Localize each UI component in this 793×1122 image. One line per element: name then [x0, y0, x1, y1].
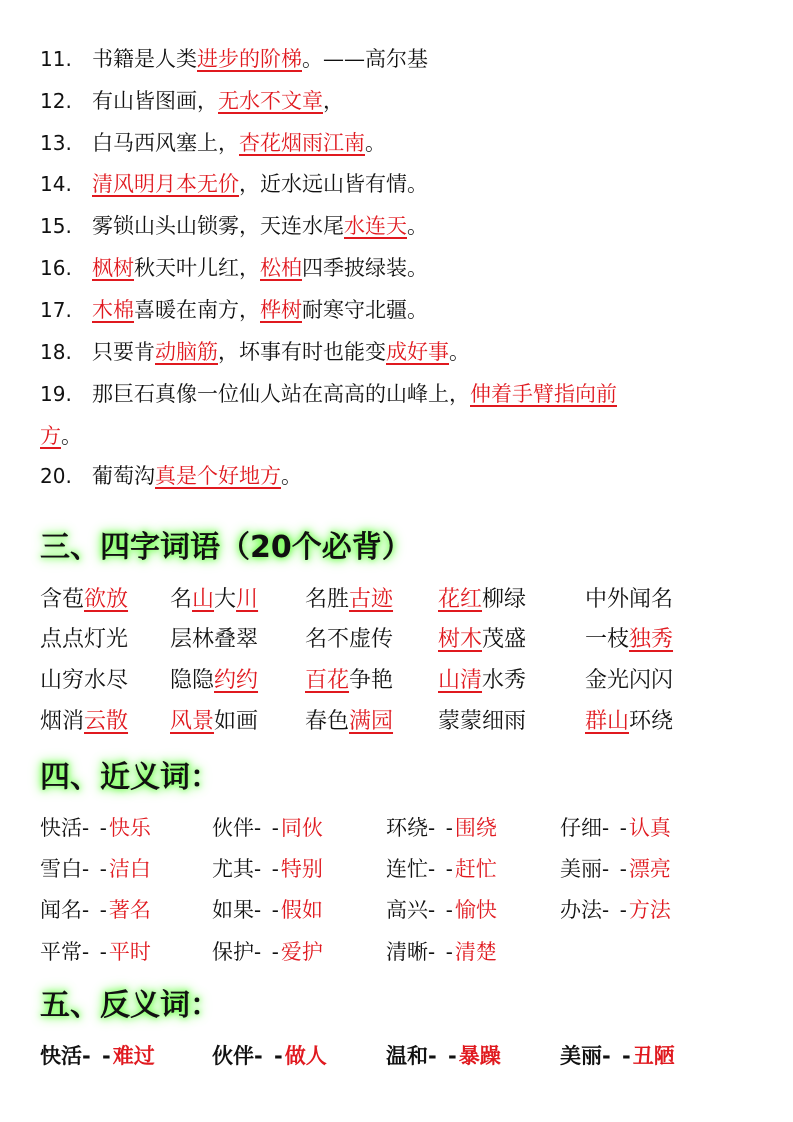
sentence-text: 那巨石真像一位仙人站在高高的山峰上， — [92, 382, 470, 406]
word-cell — [305, 702, 393, 742]
word-text: 名 — [170, 587, 193, 612]
synonym-pair — [212, 808, 323, 848]
synonym-answer: 假如 — [280, 898, 323, 922]
answer-text: 树木 — [438, 627, 483, 652]
pair-separator: - - — [254, 940, 281, 964]
sentence-text: ，近水远山皆有情。 — [239, 172, 428, 196]
pair-separator: - - — [602, 898, 629, 922]
word-cell — [40, 620, 128, 660]
sentence-text: 耐寒守北疆。 — [302, 298, 428, 322]
sentence-line — [40, 289, 773, 331]
synonym-pair — [40, 808, 151, 848]
antonym-word: 温和 — [386, 1044, 428, 1068]
synonym-answer: 特别 — [280, 857, 323, 881]
sentence-line — [40, 80, 773, 122]
synonym-answer: 愉快 — [454, 898, 497, 922]
pair-separator: - - — [82, 940, 109, 964]
pair-separator: - - — [428, 816, 455, 840]
synonym-pair — [386, 890, 497, 930]
synonym-word: 清晰 — [386, 940, 428, 964]
sentence-number: 18. — [40, 340, 72, 364]
pair-separator: - - — [254, 816, 281, 840]
synonym-answer: 快乐 — [108, 816, 151, 840]
synonym-answer: 清楚 — [454, 940, 497, 964]
pair-separator: - - — [254, 898, 281, 922]
answer-text: 成好事 — [386, 340, 449, 364]
antonym-pair — [386, 1036, 501, 1076]
word-cell — [585, 702, 673, 742]
answer-text: 花红 — [438, 587, 483, 612]
word-text: 如画 — [214, 709, 259, 734]
word-cell — [40, 702, 128, 742]
sentence-text: 。 — [449, 340, 470, 364]
word-text: 层林叠翠 — [170, 627, 259, 652]
sentence-line — [40, 38, 773, 80]
word-text: 水秀 — [482, 668, 527, 693]
answer-text: 满园 — [349, 709, 394, 734]
antonym-word: 美丽 — [560, 1044, 602, 1068]
sentence-number: 17. — [40, 298, 72, 322]
synonym-answer: 方法 — [628, 898, 671, 922]
sentence-text: 。 — [281, 464, 302, 488]
section5-heading: 五、反义词： — [40, 988, 220, 1023]
antonym-word: 伙伴 — [212, 1044, 254, 1068]
sentence-text: 葡萄沟 — [92, 464, 155, 488]
answer-text: 山清 — [438, 668, 483, 693]
word-cell — [170, 620, 258, 660]
word-text: 山穷水尽 — [40, 668, 129, 693]
answer-text: 百花 — [305, 668, 350, 693]
synonym-word: 快活 — [40, 816, 82, 840]
sentence-text: ，坏事有时也能变 — [218, 340, 386, 364]
synonym-pair — [560, 808, 671, 848]
answer-text: 欲放 — [84, 587, 129, 612]
answer-text: 木棉 — [92, 298, 134, 322]
word-text: 茂盛 — [482, 627, 527, 652]
word-cell — [585, 620, 673, 660]
answer-text: 约约 — [214, 668, 259, 693]
answer-text: 水连天 — [344, 214, 407, 238]
word-cell — [585, 580, 673, 620]
synonym-answer: 漂亮 — [628, 857, 671, 881]
word-text: 金光闪闪 — [585, 668, 674, 693]
synonym-word: 尤其 — [212, 857, 254, 881]
antonym-pair — [560, 1036, 675, 1076]
sentence-number: 13. — [40, 131, 72, 155]
sentence-line — [40, 205, 773, 247]
sentence-text: 白马西风塞上， — [92, 131, 239, 155]
answer-text: 独秀 — [629, 627, 674, 652]
sentence-text: 书籍是人类 — [92, 47, 197, 71]
word-cell — [438, 620, 526, 660]
antonym-answer: 做人 — [284, 1044, 327, 1068]
word-text: 柳绿 — [482, 587, 527, 612]
sentence-number: 16. — [40, 256, 72, 280]
sentence-text: 只要肯 — [92, 340, 155, 364]
pair-separator: - - — [428, 940, 455, 964]
word-cell — [305, 620, 393, 660]
word-text: 春色 — [305, 709, 350, 734]
synonym-answer: 赶忙 — [454, 857, 497, 881]
answer-text: 桦树 — [260, 298, 302, 322]
word-cell — [40, 661, 128, 701]
sentence-text: 。——高尔基 — [302, 47, 428, 71]
synonym-pair — [40, 890, 151, 930]
word-cell — [305, 661, 393, 701]
answer-text: 无水不文章 — [218, 89, 323, 113]
synonym-word: 如果 — [212, 898, 254, 922]
antonym-answer: 难过 — [112, 1044, 155, 1068]
word-text: 蒙蒙细雨 — [438, 709, 527, 734]
synonym-pair — [386, 849, 497, 889]
word-text: 一枝 — [585, 627, 630, 652]
word-text: 争艳 — [349, 668, 394, 693]
synonym-pair — [212, 932, 323, 972]
word-cell — [585, 661, 673, 701]
answer-text: 动脑筋 — [155, 340, 218, 364]
synonym-answer: 著名 — [108, 898, 151, 922]
pair-separator: - - — [82, 857, 109, 881]
answer-text: 进步的阶梯 — [197, 47, 302, 71]
pair-separator: - - — [82, 1044, 113, 1068]
antonym-pair — [212, 1036, 327, 1076]
synonym-word: 闻名 — [40, 898, 82, 922]
synonym-answer: 认真 — [628, 816, 671, 840]
sentence-line — [40, 163, 773, 205]
pair-separator: - - — [82, 816, 109, 840]
synonym-word: 高兴 — [386, 898, 428, 922]
antonym-pair — [40, 1036, 155, 1076]
sentence-line — [40, 247, 773, 289]
sentence-text: 。 — [407, 214, 428, 238]
pair-separator: - - — [602, 857, 629, 881]
synonym-answer: 平时 — [108, 940, 151, 964]
word-text: 隐隐 — [170, 668, 215, 693]
synonym-word: 保护 — [212, 940, 254, 964]
sentence-text: 喜暖在南方， — [134, 298, 260, 322]
answer-text: 风景 — [170, 709, 215, 734]
word-text: 名不虚传 — [305, 627, 394, 652]
synonym-pair — [212, 890, 323, 930]
answer-text: 古迹 — [349, 587, 394, 612]
sentence-number: 19. — [40, 382, 72, 406]
pair-separator: - - — [82, 898, 109, 922]
sentence-text: ， — [323, 89, 344, 113]
word-text: 名胜 — [305, 587, 350, 612]
synonym-answer: 爱护 — [280, 940, 323, 964]
sentence-number: 14. — [40, 172, 72, 196]
sentence-number: 12. — [40, 89, 72, 113]
sentence-text: 。 — [61, 424, 82, 448]
synonym-word: 平常 — [40, 940, 82, 964]
answer-text: 方 — [40, 424, 61, 448]
answer-text: 杏花烟雨江南 — [239, 131, 365, 155]
sentence-text: 有山皆图画， — [92, 89, 218, 113]
word-cell — [170, 661, 258, 701]
word-cell — [438, 580, 526, 620]
sentence-line — [40, 455, 773, 497]
synonym-word: 办法 — [560, 898, 602, 922]
sentence-number: 11. — [40, 47, 72, 71]
word-cell — [170, 702, 258, 742]
synonym-word: 环绕 — [386, 816, 428, 840]
pair-separator: - - — [254, 1044, 285, 1068]
synonym-word: 美丽 — [560, 857, 602, 881]
section3-heading: 三、四字词语（20个必背） — [40, 530, 412, 565]
pair-separator: - - — [602, 816, 629, 840]
answer-text: 川 — [236, 587, 259, 612]
answer-text: 山 — [192, 587, 215, 612]
word-text: 点点灯光 — [40, 627, 129, 652]
word-cell — [438, 661, 526, 701]
sentence-line — [40, 415, 773, 457]
answer-text: 真是个好地方 — [155, 464, 281, 488]
synonym-word: 仔细 — [560, 816, 602, 840]
synonym-word: 连忙 — [386, 857, 428, 881]
synonym-pair — [560, 849, 671, 889]
sentence-line — [40, 373, 773, 415]
synonym-answer: 同伙 — [280, 816, 323, 840]
sentence-number: 15. — [40, 214, 72, 238]
answer-text: 松柏 — [260, 256, 302, 280]
pair-separator: - - — [254, 857, 281, 881]
synonym-answer: 围绕 — [454, 816, 497, 840]
answer-text: 群山 — [585, 709, 630, 734]
word-cell — [40, 580, 128, 620]
sentence-line — [40, 122, 773, 164]
pair-separator: - - — [428, 898, 455, 922]
answer-text: 云散 — [84, 709, 129, 734]
synonym-pair — [212, 849, 323, 889]
synonym-answer: 洁白 — [108, 857, 151, 881]
pair-separator: - - — [602, 1044, 633, 1068]
synonym-word: 雪白 — [40, 857, 82, 881]
word-cell — [170, 580, 258, 620]
word-cell — [438, 702, 526, 742]
word-text: 环绕 — [629, 709, 674, 734]
antonym-answer: 丑陋 — [632, 1044, 675, 1068]
antonym-word: 快活 — [40, 1044, 82, 1068]
synonym-pair — [386, 932, 497, 972]
word-cell — [305, 580, 393, 620]
word-text: 含苞 — [40, 587, 85, 612]
section4-heading: 四、近义词： — [40, 760, 220, 795]
synonym-pair — [40, 849, 151, 889]
sentence-number: 20. — [40, 464, 72, 488]
synonym-pair — [40, 932, 151, 972]
synonym-word: 伙伴 — [212, 816, 254, 840]
sentence-text: 秋天叶儿红， — [134, 256, 260, 280]
answer-text: 清风明月本无价 — [92, 172, 239, 196]
sentence-line — [40, 331, 773, 373]
antonym-answer: 暴躁 — [458, 1044, 501, 1068]
word-text: 中外闻名 — [585, 587, 674, 612]
word-text: 大 — [214, 587, 237, 612]
sentence-text: 四季披绿装。 — [302, 256, 428, 280]
sentence-text: 。 — [365, 131, 386, 155]
synonym-pair — [560, 890, 671, 930]
synonym-pair — [386, 808, 497, 848]
pair-separator: - - — [428, 857, 455, 881]
pair-separator: - - — [428, 1044, 459, 1068]
word-text: 烟消 — [40, 709, 85, 734]
sentence-text: 雾锁山头山锁雾，天连水尾 — [92, 214, 344, 238]
answer-text: 枫树 — [92, 256, 134, 280]
answer-text: 伸着手臂指向前 — [470, 382, 617, 406]
